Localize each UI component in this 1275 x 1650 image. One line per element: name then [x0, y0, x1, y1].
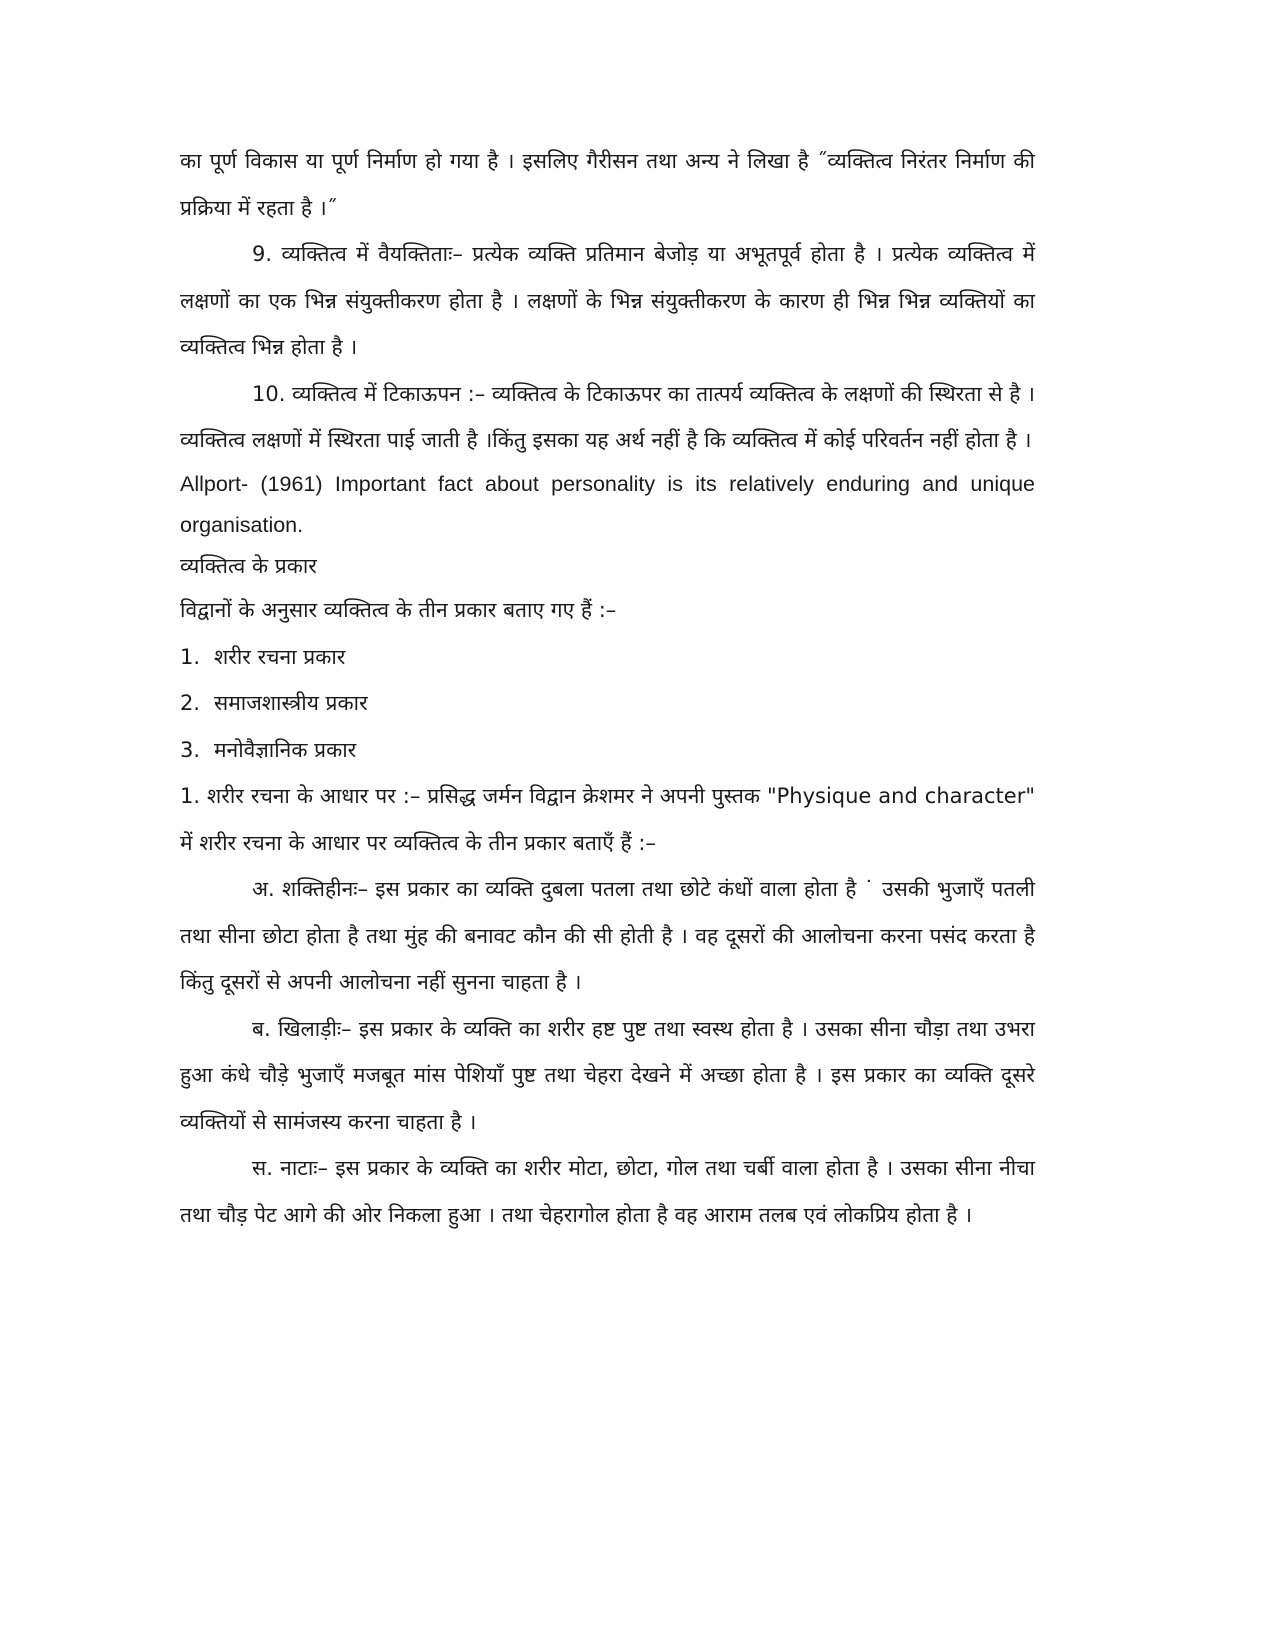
paragraph-type-b-athletic: ब. खिलाड़ीः– इस प्रकार के व्यक्ति का शरीर हष्ट पुष्ट तथा स्वस्थ होता है । उसका सीना चौड़ा तथा उभरा हुआ कंधे चौड़े भुजाएँ मजबूत मांस पेशियाँ पुष्ट तथा चेहरा देखने में अच्छा होता है । इस प्रकार का व्यक्ति दूसरे व्यक्तियों से सामंजस्य करना चाहता है ।: [180, 1016, 1035, 1134]
list-item-label: शरीर रचना प्रकार: [214, 644, 346, 669]
paragraph-point-10-durability: 10. व्यक्तित्व में टिकाऊपन :– व्यक्तित्व के टिकाऊपर का तात्पर्य व्यक्तित्व के लक्षणों की स्थिरता से है । व्यक्तित्व लक्षणों में स्थिरता पाई जाती है ।किंतु इसका यह अर्थ नहीं है कि व्यक्तित्व में कोई परिवर्तन नहीं होता है ।: [180, 381, 1035, 452]
list-item-number: 1.: [180, 644, 201, 669]
list-item: [180, 680, 1035, 727]
list-item: [180, 634, 1035, 681]
paragraph-type-c-pyknic: स. नाटाः– इस प्रकार के व्यक्ति का शरीर मोटा, छोटा, गोल तथा चर्बी वाला होता है । उसका सीना नीचा तथा चौड़ पेट आगे की ओर निकला हुआ । तथा चेहरागोल होता है वह आराम तलब एवं लोकप्रिय होता है ।: [180, 1156, 1035, 1227]
list-item-number: 3.: [180, 737, 201, 762]
paragraph-type-a-asthenic: अ. शक्तिहीनः– इस प्रकार का व्यक्ति दुबला पतला तथा छोटे कंधों वाला होता है ˙ उसकी भुजाएँ पतली तथा सीना छोटा होता है तथा मुंह की बनावट कौन की सी होती है । वह दूसरों की आलोचना करना पसंद करता है किंतु दूसरों से अपनी आलोचना नहीं सुनना चाहता है ।: [180, 877, 1035, 994]
document-body: [180, 138, 1035, 1238]
paragraph-point-9-individuality: 9. व्यक्तित्व में वैयक्तिताः– प्रत्येक व्यक्ति प्रतिमान बेजोड़ या अभूतपूर्व होता है । प्रत्येक व्यक्तित्व में लक्षणों का एक भिन्न संयुक्तीकरण होता है । लक्षणों के भिन्न संयुक्तीकरण के कारण ही भिन्न भिन्न व्यक्तियों का व्यक्तित्व भिन्न होता है ।: [180, 242, 1035, 359]
types-intro: विद्वानों के अनुसार व्यक्तित्व के तीन प्रकार बताए गए हैं :–: [180, 597, 617, 622]
allport-quote: Allport- (1961) Important fact about personality is its relatively enduring and unique organisation.: [180, 471, 1035, 537]
paragraph-body-structure-basis: 1. शरीर रचना के आधार पर :– प्रसिद्ध जर्मन विद्वान क्रेशमर ने अपनी पुस्तक "Physique and character" में शरीर रचना के आधार पर व्यक्तित्व के तीन प्रकार बताएँ हैं :–: [180, 784, 1035, 855]
list-item-label: मनोवैज्ञानिक प्रकार: [214, 737, 357, 762]
list-item: [180, 727, 1035, 774]
list-item-label: समाजशास्त्रीय प्रकार: [214, 691, 368, 715]
paragraph-continuation: का पूर्ण विकास या पूर्ण निर्माण हो गया है । इसलिए गैरीसन तथा अन्य ने लिखा है ˝व्यक्तित्व निरंतर निर्माण की प्रक्रिया में रहता है ।˝: [180, 149, 1035, 220]
section-heading-personality-types: व्यक्तित्व के प्रकार: [180, 553, 317, 578]
list-item-number: 2.: [180, 691, 201, 715]
